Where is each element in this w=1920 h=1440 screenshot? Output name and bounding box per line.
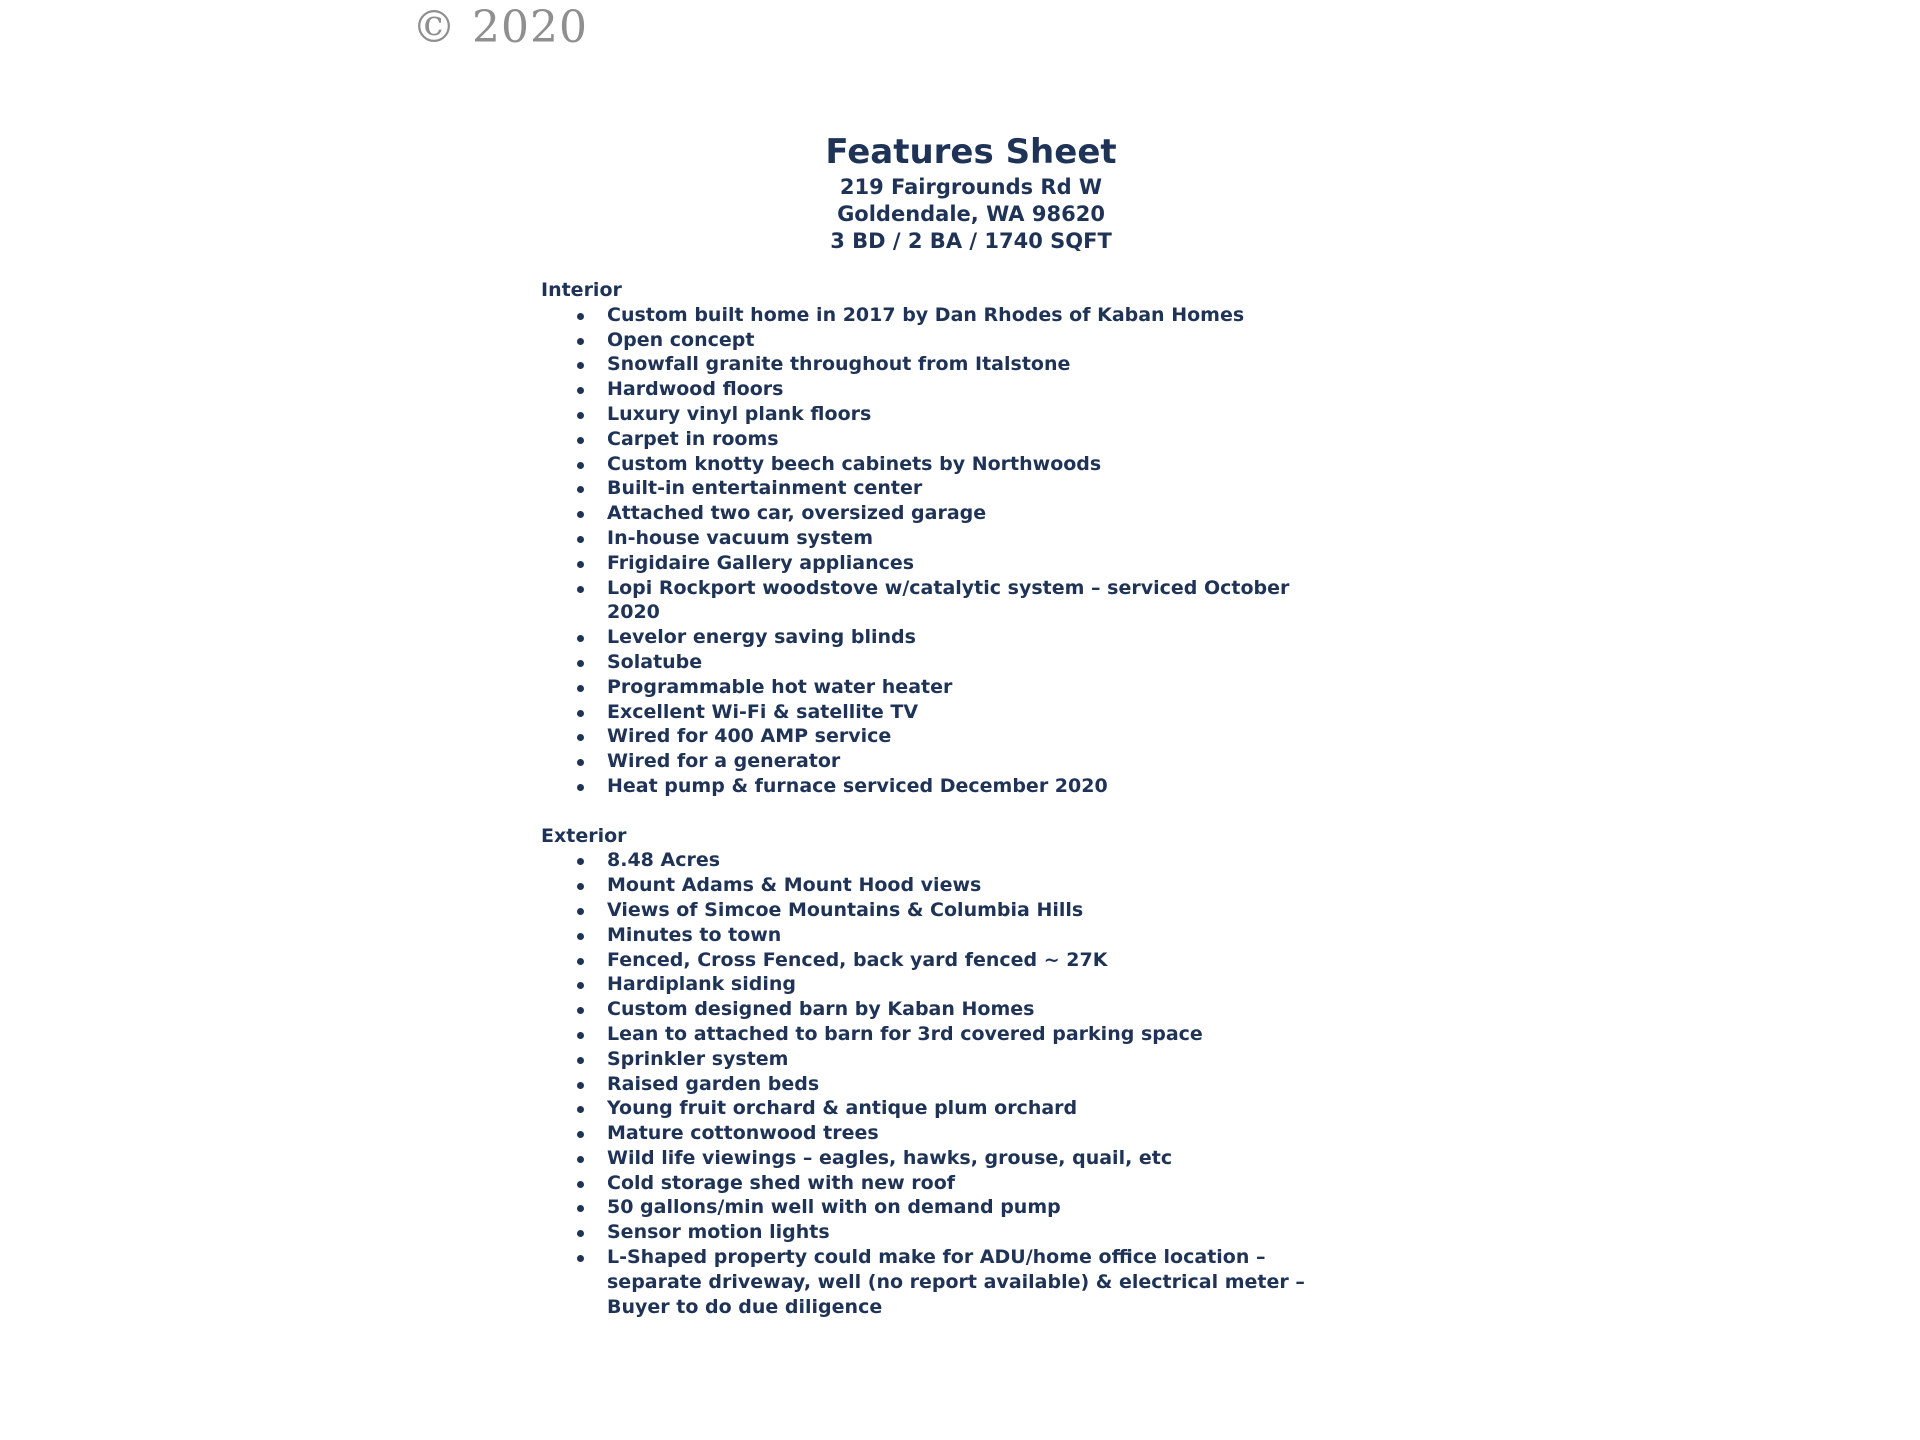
bullet-icon	[577, 1007, 584, 1014]
feature-text: Lopi Rockport woodstove w/catalytic system – serviced October 2020	[607, 576, 1290, 624]
feature-text: Raised garden beds	[607, 1072, 820, 1095]
feature-list-item	[541, 1195, 1331, 1220]
feature-text: Custom knotty beech cabinets by Northwoods	[607, 452, 1102, 475]
feature-text: Frigidaire Gallery appliances	[607, 551, 915, 574]
bullet-icon	[577, 1156, 584, 1163]
section-spacer	[541, 799, 1331, 824]
feature-text: L-Shaped property could make for ADU/home office location – separate driveway, well (no report available) & electrical meter – Buyer to do due diligence	[607, 1246, 1305, 1318]
feature-list-item	[541, 352, 1331, 377]
feature-list-item	[541, 923, 1331, 948]
bullet-icon	[577, 462, 584, 469]
bullet-icon	[577, 685, 584, 692]
bullet-icon	[577, 511, 584, 518]
feature-text: Solatube	[607, 650, 703, 673]
feature-text: Wired for a generator	[607, 750, 841, 773]
feature-list-item	[541, 650, 1331, 675]
bullet-icon	[577, 1255, 584, 1262]
exterior-heading: Exterior	[541, 824, 627, 847]
bullet-icon	[577, 313, 584, 320]
bullet-icon	[577, 561, 584, 568]
bullet-icon	[577, 958, 584, 965]
feature-list-item	[541, 873, 1331, 898]
feature-list-item	[541, 377, 1331, 402]
feature-list-item	[541, 1121, 1331, 1146]
feature-list-item	[541, 1047, 1331, 1072]
bullet-icon	[577, 536, 584, 543]
feature-list-item	[541, 1022, 1331, 1047]
feature-list-item	[541, 1072, 1331, 1097]
feature-text: Levelor energy saving blinds	[607, 626, 916, 649]
feature-text: Hardwood floors	[607, 378, 784, 401]
feature-list-item	[541, 972, 1331, 997]
feature-list-item	[541, 402, 1331, 427]
feature-text: Mount Adams & Mount Hood views	[607, 874, 982, 897]
feature-list-item	[541, 526, 1331, 551]
bullet-icon	[577, 1082, 584, 1089]
bullet-icon	[577, 982, 584, 989]
address-street: 219 Fairgrounds Rd W	[839, 175, 1103, 199]
bullet-icon	[577, 412, 584, 419]
bullet-icon	[577, 710, 584, 717]
feature-list-item	[541, 452, 1331, 477]
property-summary: 3 BD / 2 BA / 1740 SQFT	[830, 229, 1112, 253]
features-content	[541, 278, 1331, 1319]
bullet-icon	[577, 486, 584, 493]
feature-list-item	[541, 948, 1331, 973]
feature-text: In-house vacuum system	[607, 526, 874, 549]
feature-list-item	[541, 1220, 1331, 1245]
feature-text: Hardiplank siding	[607, 973, 796, 996]
bullet-icon	[577, 1032, 584, 1039]
feature-text: Programmable hot water heater	[607, 675, 953, 698]
feature-list-item	[541, 848, 1331, 873]
bullet-icon	[577, 1057, 584, 1064]
feature-list-item	[541, 997, 1331, 1022]
feature-list-item	[541, 724, 1331, 749]
bullet-icon	[577, 933, 584, 940]
feature-list-item	[541, 501, 1331, 526]
feature-list-item	[541, 576, 1331, 626]
bullet-icon	[577, 908, 584, 915]
bullet-icon	[577, 635, 584, 642]
feature-text: 50 gallons/min well with on demand pump	[607, 1196, 1061, 1219]
bullet-icon	[577, 338, 584, 345]
feature-text: Custom designed barn by Kaban Homes	[607, 998, 1035, 1021]
feature-text: Lean to attached to barn for 3rd covered parking space	[607, 1022, 1203, 1045]
feature-list-item	[541, 749, 1331, 774]
feature-list-item	[541, 1171, 1331, 1196]
feature-list-item	[541, 675, 1331, 700]
feature-text: Heat pump & furnace serviced December 2020	[607, 774, 1108, 797]
feature-text: Cold storage shed with new roof	[607, 1171, 956, 1194]
feature-text: Excellent Wi-Fi & satellite TV	[607, 700, 919, 723]
feature-list-item	[541, 1245, 1331, 1319]
page-title: Features Sheet	[825, 132, 1117, 172]
bullet-icon	[577, 883, 584, 890]
feature-text: Luxury vinyl plank floors	[607, 402, 872, 425]
feature-text: Young fruit orchard & antique plum orchard	[607, 1097, 1078, 1120]
feature-text: Carpet in rooms	[607, 427, 779, 450]
exterior-feature-list	[541, 848, 1331, 1319]
bullet-icon	[577, 734, 584, 741]
feature-list-item	[541, 774, 1331, 799]
feature-text: Minutes to town	[607, 923, 782, 946]
bullet-icon	[577, 858, 584, 865]
feature-list-item	[541, 1096, 1331, 1121]
bullet-icon	[577, 1106, 584, 1113]
interior-heading: Interior	[541, 279, 622, 301]
feature-list-item	[541, 303, 1331, 328]
bullet-icon	[577, 586, 584, 593]
feature-text: Fenced, Cross Fenced, back yard fenced ~ 27K	[607, 948, 1108, 971]
bullet-icon	[577, 759, 584, 766]
bullet-icon	[577, 362, 584, 369]
feature-text: Wild life viewings – eagles, hawks, grouse, quail, etc	[607, 1146, 1173, 1169]
feature-text: Wired for 400 AMP service	[607, 725, 892, 748]
feature-text: 8.48 Acres	[607, 849, 721, 872]
address-city: Goldendale, WA 98620	[837, 202, 1105, 226]
bullet-icon	[577, 784, 584, 791]
feature-list-item	[541, 427, 1331, 452]
bullet-icon	[577, 387, 584, 394]
feature-list-item	[541, 551, 1331, 576]
feature-list-item	[541, 898, 1331, 923]
feature-text: Snowfall granite throughout from Italstone	[607, 353, 1071, 376]
feature-list-item	[541, 476, 1331, 501]
feature-list-item	[541, 700, 1331, 725]
bullet-icon	[577, 1181, 584, 1188]
feature-text: Attached two car, oversized garage	[607, 502, 987, 525]
document-header	[0, 130, 1920, 255]
feature-text: Sensor motion lights	[607, 1221, 830, 1244]
feature-text: Sprinkler system	[607, 1047, 789, 1070]
feature-text: Custom built home in 2017 by Dan Rhodes of Kaban Homes	[607, 303, 1245, 326]
feature-list-item	[541, 328, 1331, 353]
feature-list-item	[541, 625, 1331, 650]
feature-text: Views of Simcoe Mountains & Columbia Hills	[607, 898, 1084, 921]
feature-text: Open concept	[607, 328, 755, 351]
bullet-icon	[577, 1205, 584, 1212]
bullet-icon	[577, 437, 584, 444]
feature-list-item	[541, 1146, 1331, 1171]
feature-text: Mature cottonwood trees	[607, 1122, 879, 1145]
copyright-watermark: © 2020	[412, 2, 588, 53]
bullet-icon	[577, 1131, 584, 1138]
interior-feature-list	[541, 303, 1331, 799]
bullet-icon	[577, 1230, 584, 1237]
bullet-icon	[577, 660, 584, 667]
feature-text: Built-in entertainment center	[607, 477, 923, 500]
